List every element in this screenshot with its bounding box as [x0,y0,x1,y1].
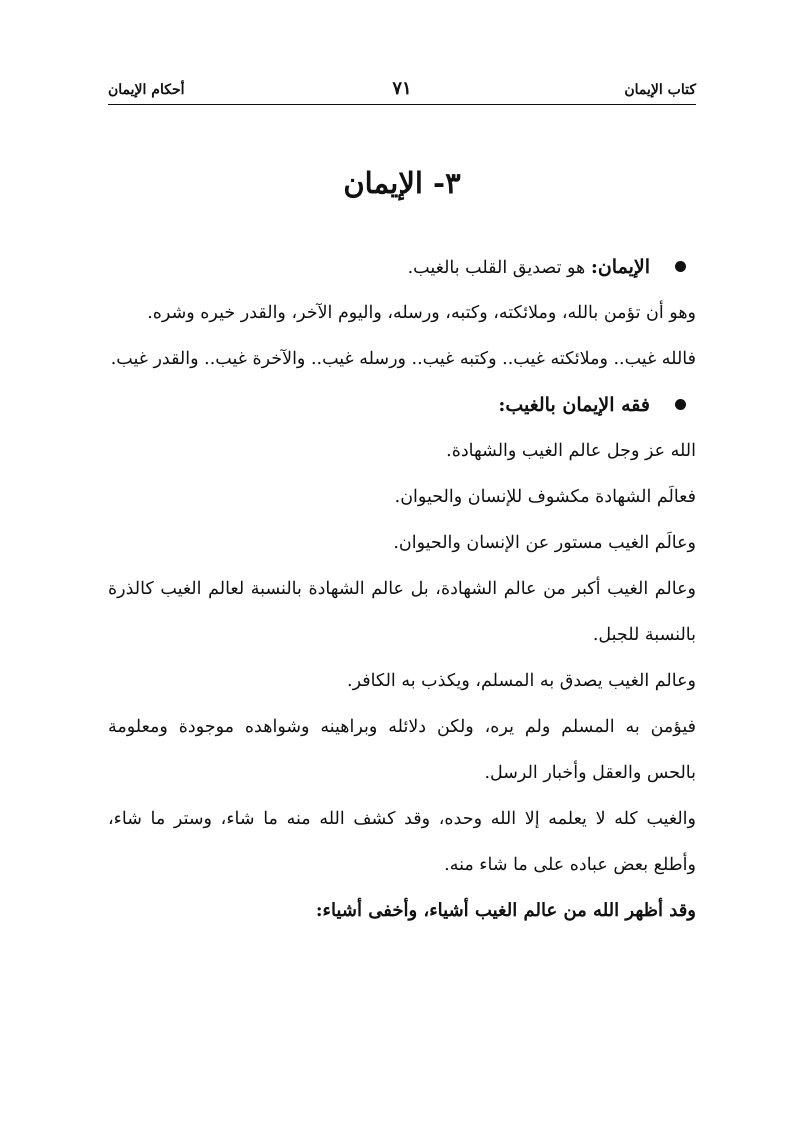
running-header [108,78,696,104]
paragraph: فعالَم الشهادة مكشوف للإنسان والحيوان. [394,487,696,507]
book-title: كتاب الإيمان [624,82,696,98]
page-number: ٧١ [392,78,412,99]
paragraph: وعالم الغيب يصدق به المسلم، ويكذب به الكافر. [347,671,696,691]
paragraph: فيؤمن به المسلم ولم يره، ولكن دلائله وبراهينه وشواهده موجودة ومعلومة بالحس والعقل وأخبار الرسل. [108,717,696,783]
paragraph: والغيب كله لا يعلمه إلا الله وحده، وقد كشف الله منه ما شاء، وستر ما شاء، وأطلع بعض عباده على ما شاء منه. [108,809,696,875]
header-divider [108,104,696,105]
paragraph: وعالم الغيب أكبر من عالم الشهادة، بل عالم الشهادة بالنسبة لعالم الغيب كالذرة بالنسبة للجبل. [108,579,696,645]
paragraph: وهو أن تؤمن بالله، وملائكته، وكتبه، ورسله، واليوم الآخر، والقدر خيره وشره. [147,303,696,323]
paragraph: فالله غيب.. وملائكته غيب.. وكتبه غيب.. ورسله غيب.. والآخرة غيب.. والقدر غيب. [110,349,696,369]
paragraph-bold: وقد أظهر الله من عالم الغيب أشياء، وأخفى أشياء: [315,900,696,921]
bullet-icon [675,399,686,410]
bullet-term: الإيمان: [590,256,650,278]
body-text [108,244,696,934]
bullet-text: هو تصديق القلب بالغيب. [407,258,591,278]
bullet-icon [675,261,686,272]
chapter-title: ٣- الإيمان [343,166,461,200]
section-title: أحكام الإيمان [108,82,185,98]
paragraph: وعالَم الغيب مستور عن الإنسان والحيوان. [393,533,696,553]
bullet-item-fiqh [108,382,696,428]
bullet-item-definition [108,244,696,290]
bullet-term: فقه الإيمان بالغيب: [498,394,650,416]
paragraph: الله عز وجل عالم الغيب والشهادة. [446,441,696,461]
